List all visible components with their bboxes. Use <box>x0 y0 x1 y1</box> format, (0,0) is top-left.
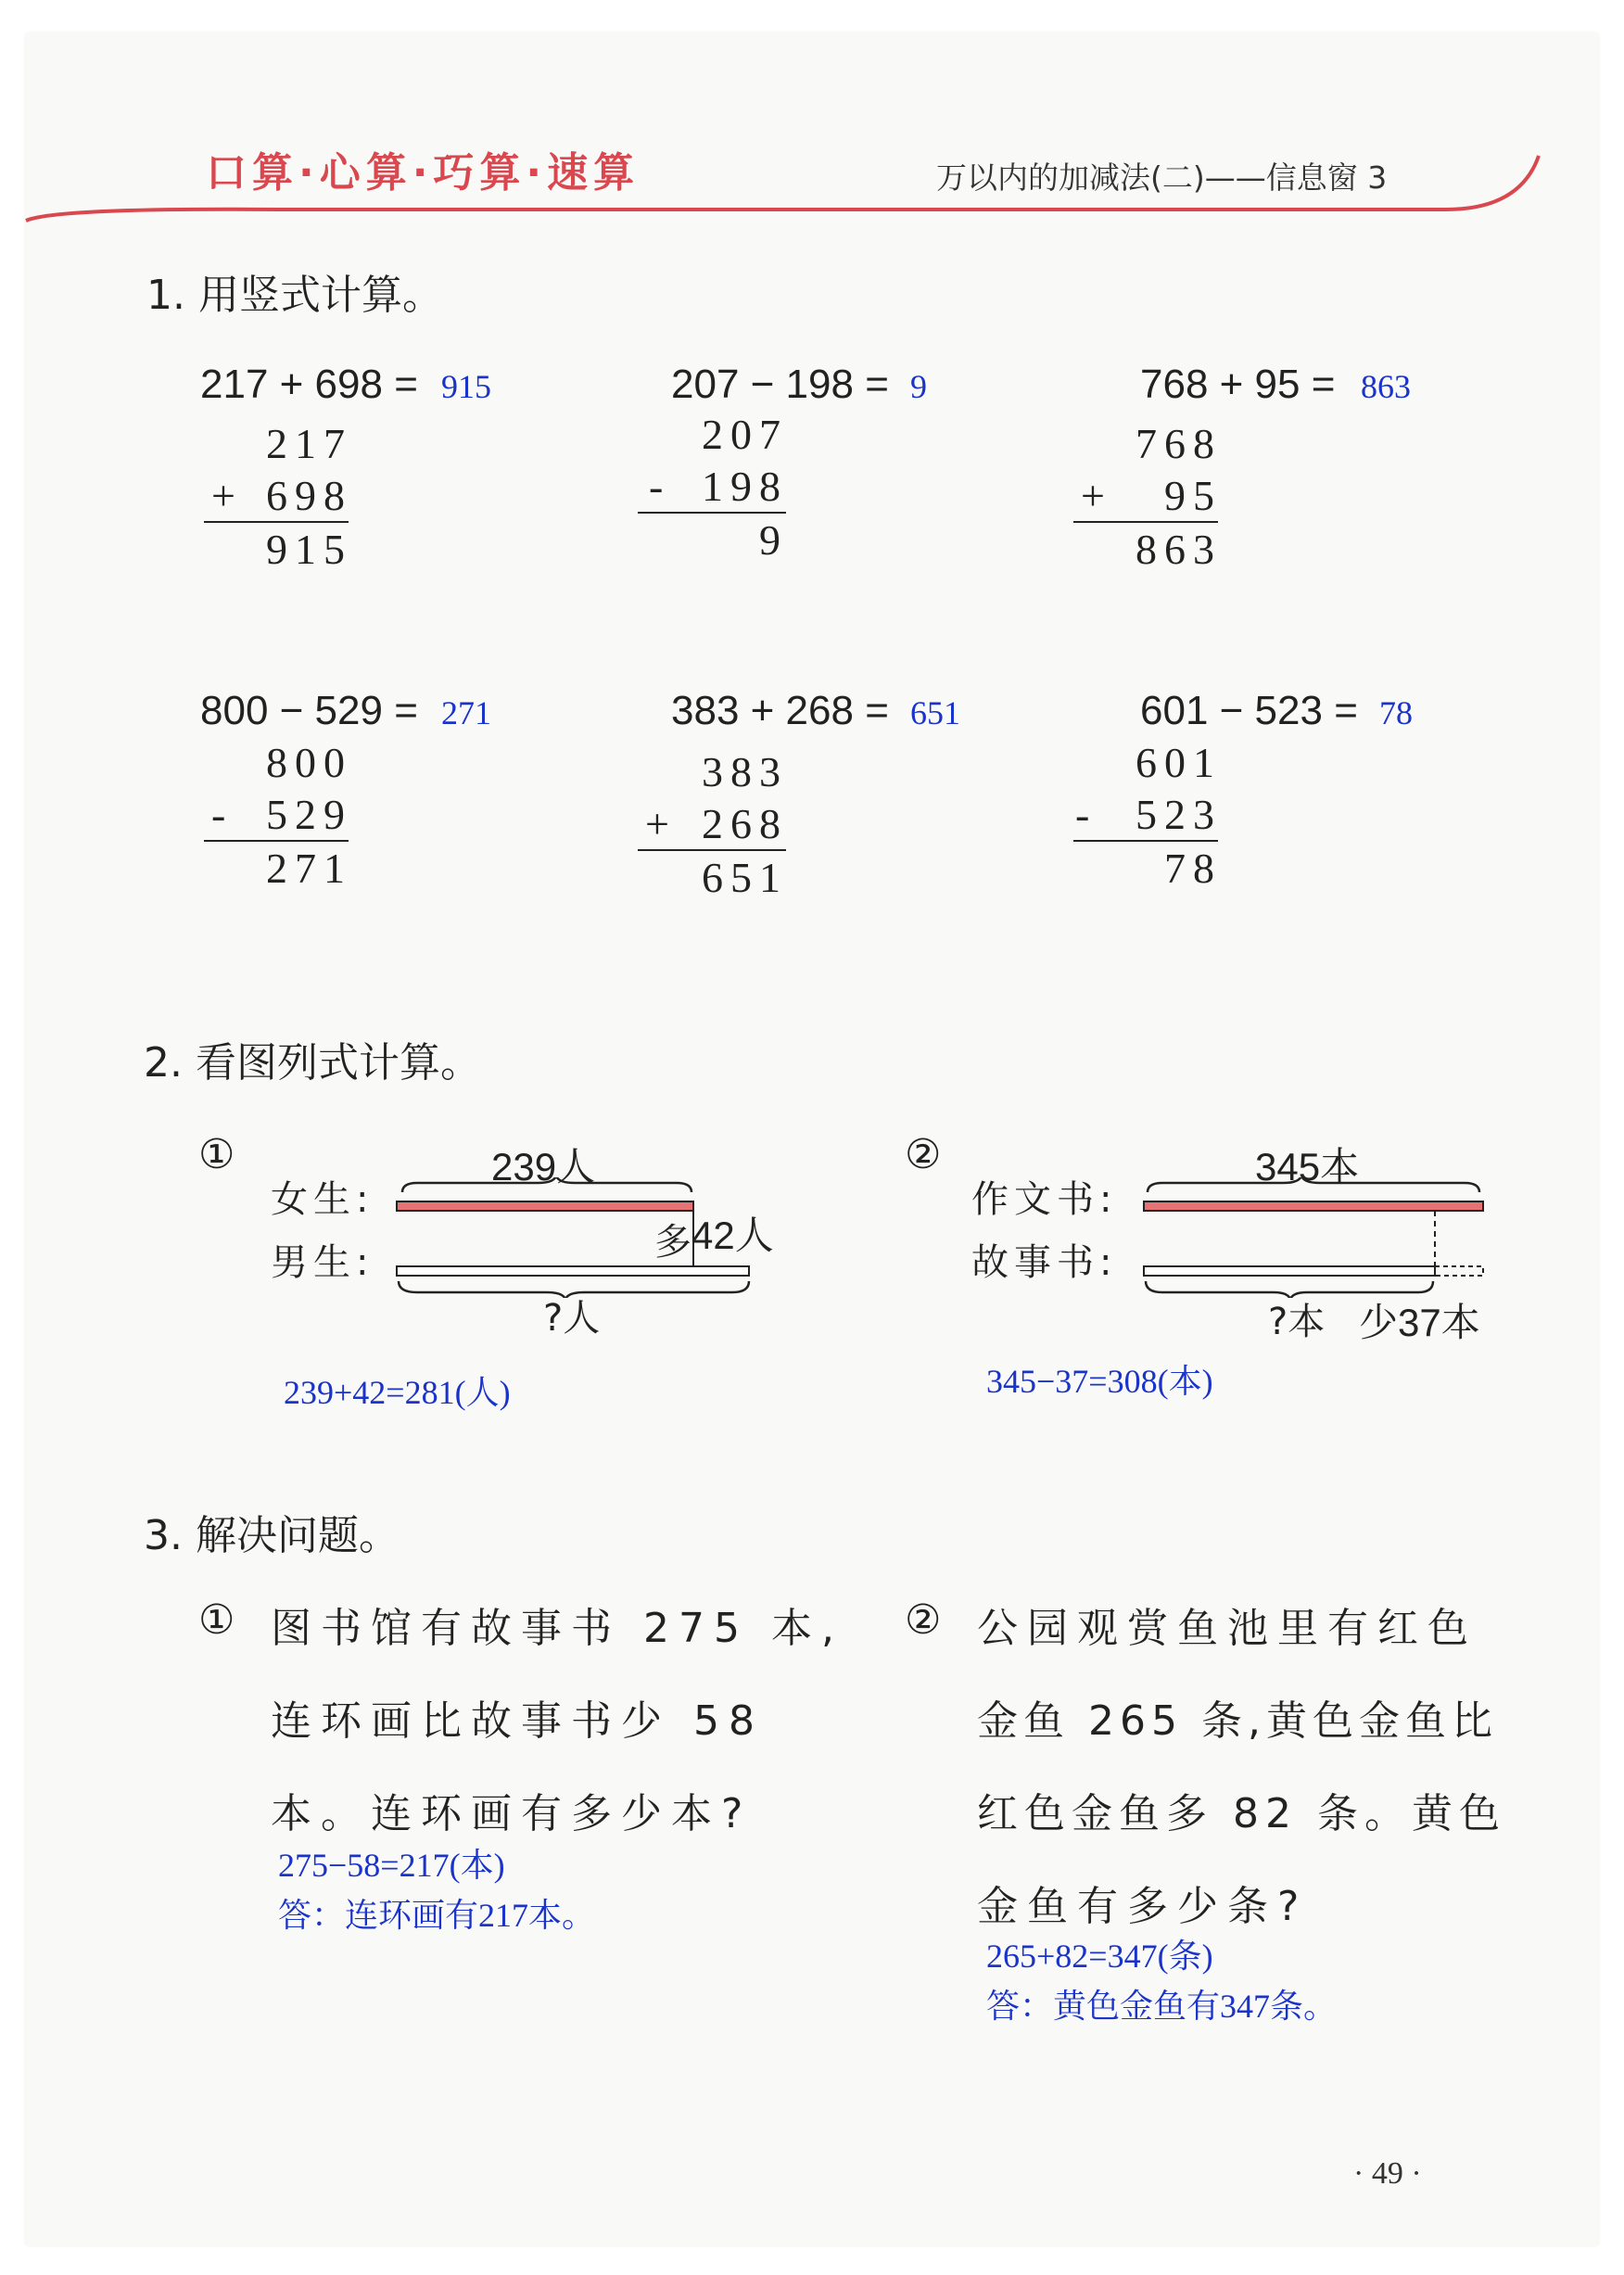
q1-p2-operator: - <box>649 463 664 510</box>
q2-d1-label-boys: 男生: <box>271 1241 374 1284</box>
q2-d1-question: ?人 <box>543 1297 601 1340</box>
q3-p2-line-1: 公园观赏鱼池里有红色 <box>977 1605 1478 1652</box>
q1-p1-bottom: 698 <box>266 472 352 519</box>
q2-d1-total: 239人 <box>491 1145 596 1188</box>
q3-p2-line-2: 金鱼 265 条,黄色金鱼比 <box>977 1697 1498 1745</box>
q2-d2-label-essay: 作文书: <box>971 1178 1118 1221</box>
q3-p1-line-2: 连环画比故事书少 58 <box>271 1697 764 1745</box>
q1-p2-top: 207 <box>702 411 788 458</box>
q1-p3-answer: 863 <box>1361 368 1411 405</box>
q1-p3-operator: + <box>1081 472 1105 519</box>
q1-p6-operator: - <box>1075 791 1090 838</box>
q1-p6-top: 601 <box>1136 739 1222 786</box>
q1-p3-rule <box>1073 521 1218 523</box>
q1-p6-result: 78 <box>1164 845 1222 892</box>
q2-title: 2. 看图列式计算。 <box>144 1039 481 1087</box>
q3-p1-equation: 275−58=217(本) <box>278 1847 505 1884</box>
q3-p2-answer: 答：黄色金鱼有347条。 <box>986 1988 1338 2025</box>
q1-p1-equation: 217 + 698 = <box>200 362 418 407</box>
q3-title: 3. 解决问题。 <box>144 1512 400 1559</box>
q1-p2-rule <box>638 512 786 514</box>
q1-title: 1. 用竖式计算。 <box>146 272 443 319</box>
q1-p5-equation: 383 + 268 = <box>671 688 889 733</box>
header-right-title: 万以内的加减法(二)——信息窗 3 <box>936 159 1388 196</box>
q2-d2-number: ② <box>905 1131 942 1178</box>
q1-p1-operator: + <box>211 472 235 519</box>
q1-p4-equation: 800 − 529 = <box>200 688 418 733</box>
q1-p6-answer: 78 <box>1379 694 1413 731</box>
q2-d2-total: 345本 <box>1255 1145 1360 1188</box>
q1-p6-rule <box>1073 840 1218 842</box>
q1-p4-operator: - <box>211 791 226 838</box>
q2-d1-more-label: 多 <box>654 1221 691 1264</box>
q1-p1-result: 915 <box>266 526 352 573</box>
q1-p4-answer: 271 <box>441 694 491 731</box>
q3-p2-equation: 265+82=347(条) <box>986 1938 1213 1975</box>
q2-d1-bar-girls <box>397 1201 693 1211</box>
q2-d2-answer: 345−37=308(本) <box>986 1363 1213 1400</box>
q3-p2-line-4: 金鱼有多少条? <box>977 1883 1309 1930</box>
q1-p2-equation: 207 − 198 = <box>671 362 889 407</box>
q3-p2-line-3: 红色金鱼多 82 条。黄色 <box>977 1790 1506 1837</box>
q1-p1-rule <box>204 521 349 523</box>
q2-d1-more-value: 42人 <box>691 1214 774 1257</box>
q2-d2-bar-story <box>1144 1266 1435 1276</box>
header-curve <box>0 139 1624 232</box>
q1-p2-bottom: 198 <box>702 463 788 510</box>
q1-p4-bottom: 529 <box>266 791 352 838</box>
q1-p5-bottom: 268 <box>702 800 788 847</box>
q1-p4-rule <box>204 840 349 842</box>
q2-d1-number: ① <box>198 1131 235 1178</box>
q3-p1-line-3: 本。连环画有多少本? <box>271 1790 753 1837</box>
q2-d2-bar-essay <box>1144 1201 1483 1211</box>
q1-p5-result: 651 <box>702 854 788 901</box>
q3-p2-number: ② <box>905 1596 942 1644</box>
q1-p5-top: 383 <box>702 748 788 795</box>
q1-p6-bottom: 523 <box>1136 791 1222 838</box>
q1-p5-operator: + <box>645 800 669 847</box>
q1-p3-equation: 768 + 95 = <box>1140 362 1336 407</box>
q3-p1-answer: 答：连环画有217本。 <box>278 1897 596 1934</box>
q1-p4-result: 271 <box>266 845 352 892</box>
q1-p2-result: 9 <box>759 516 788 564</box>
q2-d1-diagram <box>389 1177 760 1298</box>
q1-p3-bottom: 95 <box>1164 472 1222 519</box>
q1-p5-rule <box>638 849 786 851</box>
q1-p3-result: 863 <box>1136 526 1222 573</box>
q2-d2-question: ?本 <box>1268 1301 1326 1343</box>
q2-d2-label-story: 故事书: <box>971 1241 1118 1284</box>
q3-p1-number: ① <box>198 1596 235 1644</box>
q1-p1-top: 217 <box>266 420 352 467</box>
page-number: · 49 · <box>1353 2156 1422 2191</box>
q2-d2-less: 少37本 <box>1359 1301 1480 1344</box>
q2-d1-answer: 239+42=281(人) <box>284 1374 511 1411</box>
header-left-title: 口算·心算·巧算·速算 <box>206 149 641 197</box>
q2-d1-label-girls: 女生: <box>271 1178 374 1221</box>
q1-p3-top: 768 <box>1136 420 1222 467</box>
q1-p1-answer: 915 <box>441 368 491 405</box>
q3-p1-line-1: 图书馆有故事书 275 本, <box>271 1605 844 1652</box>
q2-d2-diagram <box>1135 1177 1505 1298</box>
q1-p4-top: 800 <box>266 739 352 786</box>
q1-p6-equation: 601 − 523 = <box>1140 688 1358 733</box>
q1-p5-answer: 651 <box>910 694 960 731</box>
q1-p2-answer: 9 <box>910 368 927 405</box>
q2-d1-bar-boys <box>397 1266 749 1276</box>
